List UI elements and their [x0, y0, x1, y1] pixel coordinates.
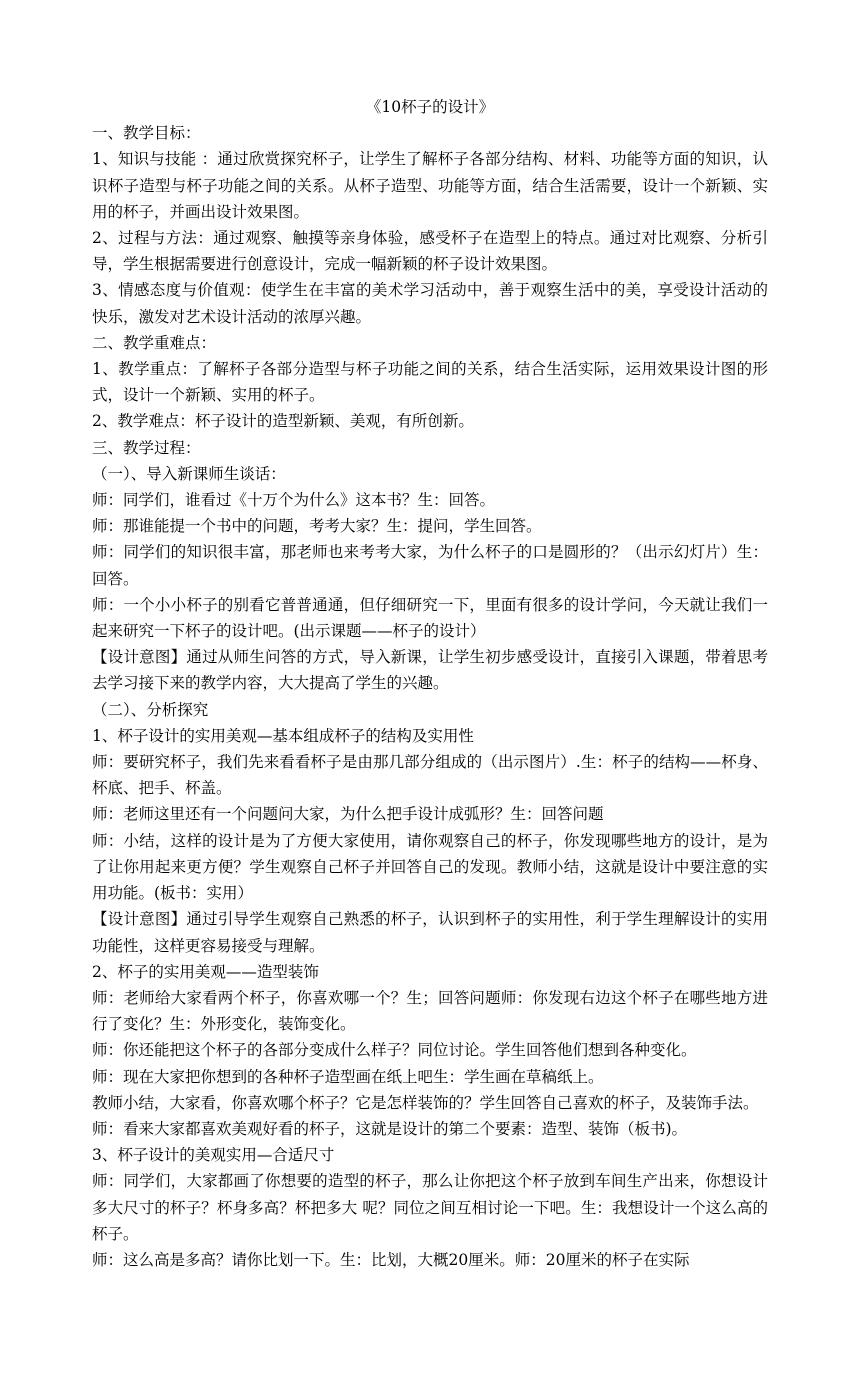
dialogue-line: 教师小结，大家看，你喜欢哪个杯子？它是怎样装饰的？学生回答自己喜欢的杯子，及装饰手法。	[92, 1093, 759, 1112]
subheading-analysis: （二）、分析探究	[92, 700, 209, 719]
dialogue-line: 师：看来大家都喜欢美观好看的杯子，这就是设计的第二个要素：造型、装饰（板书)。	[92, 1119, 688, 1138]
subheading-introduction: （一）、导入新课师生谈话：	[92, 464, 286, 483]
paragraph-emotion-values: 3、情感态度与价值观：使学生在丰富的美术学习活动中，善于观察生活中的美，享受设计活动的快乐，激发对艺术设计活动的浓厚兴趣。	[92, 281, 768, 326]
design-intent-note: 【设计意图】通过引导学生观察自己熟悉的杯子，认识到杯子的实用性，利于学生理解设计的实用功能性，这样更容易接受与理解。	[92, 910, 768, 955]
design-intent-note: 【设计意图】通过从师生问答的方式，导入新课，让学生初步感受设计，直接引入课题，带着思考去学习接下来的教学内容，大大提高了学生的兴趣。	[92, 648, 768, 693]
document-title: 《10杯子的设计》	[365, 98, 495, 116]
dialogue-line: 师：老师这里还有一个问题问大家，为什么把手设计成弧形？生：回答问题	[92, 805, 604, 824]
heading-teaching-goals: 一、教学目标：	[92, 124, 201, 143]
dialogue-line: 师：同学们，谁看过《十万个为什么》这本书？生：回答。	[92, 491, 496, 510]
dialogue-line: 师：那谁能提一个书中的问题，考考大家？生：提问，学生回答。	[92, 517, 542, 536]
dialogue-line: 师：你还能把这个杯子的各部分变成什么样子？同位讨论。学生回答他们想到各种变化。	[92, 1041, 697, 1060]
dialogue-line: 师：同学们的知识很丰富，那老师也来考考大家，为什么杯子的口是圆形的？（出示幻灯片）生：回答。	[92, 543, 768, 588]
dialogue-line: 师：老师给大家看两个杯子，你喜欢哪一个？生；回答问题师：你发现右边这个杯子在哪些地方进行了变化？生：外形变化，装饰变化。	[92, 988, 768, 1034]
paragraph-knowledge-skills: 1、知识与技能 ：通过欣赏探究杯子，让学生了解杯子各部分结构、材料、功能等方面的知识，认识杯子造型与杯子功能之间的关系。从杯子造型、功能等方面，结合生活需要，设计一个新颖、实用的杯子，并画出设计效果图。	[92, 150, 768, 221]
heading-key-difficult-points: 二、教学重难点：	[92, 333, 217, 352]
dialogue-line: 师：同学们，大家都画了你想要的造型的杯子，那么让你把这个杯子放到车间生产出来，你想设计多大尺寸的杯子？杯身多高？杯把多大 呢？同位之间互相讨论一下吧。生：我想设计一个这么高的杯子。	[92, 1172, 768, 1243]
section-heading-size: 3、杯子设计的美观实用—合适尺寸	[92, 1146, 335, 1165]
document-page	[92, 94, 768, 1273]
dialogue-line: 师：这么高是多高？请你比划一下。生：比划，大概20厘米。师：20厘米的杯子在实际	[92, 1250, 690, 1269]
paragraph-process-method: 2、过程与方法：通过观察、触摸等亲身体验，感受杯子在造型上的特点。通过对比观察、分析引导，学生根据需要进行创意设计，完成一幅新颖的杯子设计效果图。	[92, 229, 768, 274]
paragraph-difficult-point: 2、教学难点：杯子设计的造型新颖、美观，有所创新。	[92, 412, 474, 431]
paragraph-key-point: 1、教学重点：了解杯子各部分造型与杯子功能之间的关系，结合生活实际，运用效果设计图的形式，设计一个新颖、实用的杯子。	[92, 360, 768, 405]
dialogue-line: 师：要研究杯子，我们先来看看杯子是由那几部分组成的（出示图片）.生：杯子的结构——杯身、杯底、把手、杯盖。	[92, 753, 768, 798]
section-heading-shape-decoration: 2、杯子的实用美观——造型装饰	[92, 962, 319, 981]
dialogue-line: 师：小结，这样的设计是为了方便大家使用，请你观察自己的杯子，你发现哪些地方的设计，是为了让你用起来更方便？学生观察自己杯子并回答自己的发现。教师小结，这就是设计中要注意的实用功能。(板书：实用）	[92, 831, 768, 903]
dialogue-line: 师：一个小小杯子的别看它普普通通，但仔细研究一下，里面有很多的设计学问，今天就让我们一起来研究一下杯子的设计吧。(出示课题——杯子的设计）	[92, 595, 768, 641]
heading-teaching-process: 三、教学过程：	[92, 438, 201, 457]
section-heading-structure: 1、杯子设计的实用美观—基本组成杯子的结构及实用性	[92, 726, 474, 745]
dialogue-line: 师：现在大家把你想到的各种杯子造型画在纸上吧生：学生画在草稿纸上。	[92, 1067, 604, 1086]
